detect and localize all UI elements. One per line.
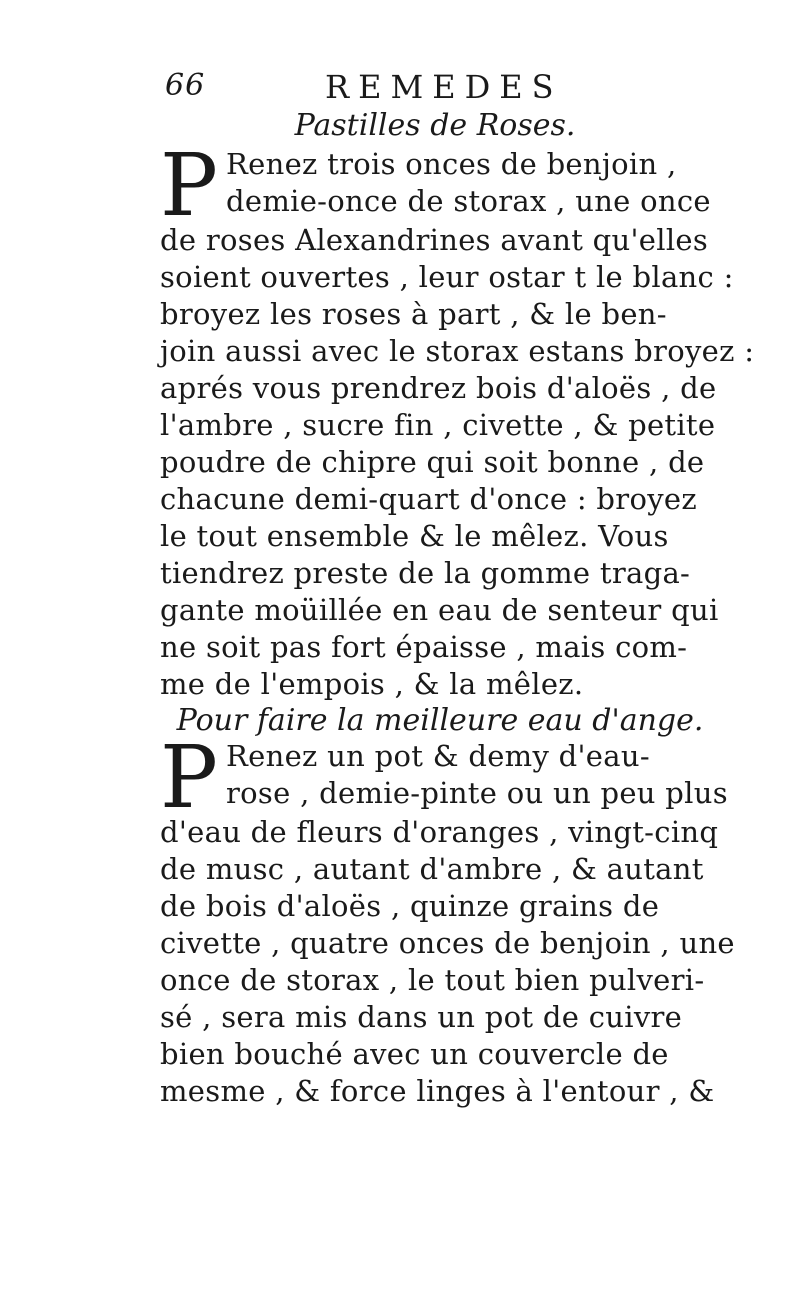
drop-cap: P — [160, 728, 219, 828]
text-line: chacune demi-quart d'once : broyez — [160, 482, 697, 516]
text-line: l'ambre , sucre fin , civette , & petite — [160, 408, 716, 442]
page-number: 66 — [165, 68, 206, 103]
text-line: join aussi avec le storax estans broyez : — [160, 334, 755, 368]
paragraph-eau-d-ange — [160, 728, 735, 1110]
text-line: demie-once de storax , une once — [226, 184, 711, 218]
text-line: de musc , autant d'ambre , & autant — [160, 852, 704, 886]
text-line: mesme , & force linges à l'entour , & — [160, 1074, 715, 1108]
text-line: sé , sera mis dans un pot de cuivre — [160, 1000, 683, 1034]
text-line: soient ouvertes , leur ostar t le blanc : — [160, 260, 734, 294]
text-line: bien bouché avec un couvercle de — [160, 1037, 669, 1071]
text-line: aprés vous prendrez bois d'aloës , de — [160, 371, 717, 405]
text-line: broyez les roses à part , & le ben- — [160, 297, 667, 331]
section-heading-pastilles: Pastilles de Roses. — [294, 108, 576, 143]
drop-cap: P — [160, 136, 219, 236]
text-line: civette , quatre onces de benjoin , une — [160, 926, 735, 960]
text-line: d'eau de fleurs d'oranges , vingt-cinq — [160, 815, 719, 849]
text-line: ne soit pas fort épaisse , mais com- — [160, 630, 688, 664]
text-line: le tout ensemble & le mêlez. Vous — [160, 519, 669, 553]
running-head — [165, 68, 695, 108]
text-line: rose , demie-pinte ou un peu plus — [226, 776, 728, 810]
text-line: tiendrez preste de la gomme traga- — [160, 556, 691, 590]
paragraph-pastilles — [160, 136, 755, 703]
text-line: poudre de chipre qui soit bonne , de — [160, 445, 705, 479]
text-line: me de l'empois , & la mêlez. — [160, 667, 584, 701]
text-line: de roses Alexandrines avant qu'elles — [160, 223, 709, 257]
running-title: REMEDES — [325, 68, 563, 106]
section-heading-eau-d-ange: Pour faire la meilleure eau d'ange. — [176, 703, 704, 738]
text-line: de bois d'aloës , quinze grains de — [160, 889, 660, 923]
text-line: Renez trois onces de benjoin , — [226, 147, 677, 181]
text-line: once de storax , le tout bien pulveri- — [160, 963, 705, 997]
text-line: gante moüillée en eau de senteur qui — [160, 593, 719, 627]
text-line: Renez un pot & demy d'eau- — [226, 739, 650, 773]
